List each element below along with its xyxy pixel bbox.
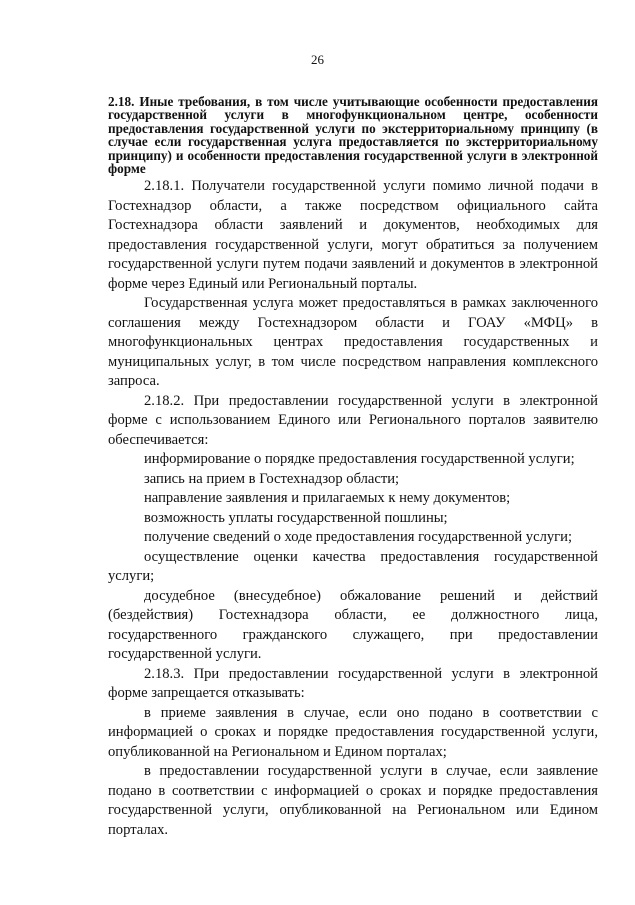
paragraph-2-18-1: 2.18.1. Получатели государственной услуги помимо личной подачи в Гостехнадзор области, а также посредством официального сайта Гостехнадзора области заявлений и документов, необходимых для предоставления государственной услуги, могут обратиться за получением государственной услуги путем подачи заявлений и документов в электронной форме через Единый или Региональный порталы. (108, 178, 598, 292)
list-item-refusal-provision: в предоставлении государственной услуги в случае, если заявление подано в соответствии с информацией о сроках и порядке предоставления государственной услуги, опубликованной на Региональном или Едином порталах. (108, 763, 598, 838)
list-item-refusal-acceptance: в приеме заявления в случае, если оно подано в соответствии с информацией о сроках и порядке предоставления государственной услуги, опубликованной на Региональном и Едином порталах; (108, 704, 598, 760)
paragraph-2-18-3: 2.18.3. При предоставлении государственной услуги в электронной форме запрещается отказывать: (108, 665, 598, 702)
paragraph-2-18-2: 2.18.2. При предоставлении государственной услуги в электронной форме с использованием Единого или Регионального порталов заявителю обеспечивается: (108, 392, 598, 448)
list-item-submission: направление заявления и прилагаемых к нему документов; (144, 490, 511, 507)
paragraph-mfc-agreement: Государственная услуга может предоставляться в рамках заключенного соглашения между Гостехнадзором области и ГОАУ «МФЦ» в многофункциональных центрах предоставления государственных и муниципальных услуг, в том числе посредством направления комплексного запроса. (108, 295, 598, 390)
list-item-status-info: получение сведений о ходе предоставления государственной услуги; (144, 529, 573, 546)
page-number: 26 (311, 52, 324, 67)
list-item-quality-rating: осуществление оценки качества предоставления государственной услуги; (108, 548, 598, 585)
list-item-fee-payment: возможность уплаты государственной пошлины; (144, 509, 448, 526)
list-item-appeal: досудебное (внесудебное) обжалование решений и действий (бездействия) Гостехнадзора области, ее должностного лица, государственного гражданского служащего, при предоставлении государственной услуги. (108, 587, 598, 663)
document-body (108, 95, 598, 840)
section-heading: 2.18. Иные требования, в том числе учитывающие особенности предоставления государственной услуги в многофункциональном центре, особенности предоставления государственной услуги по экстерриториальному принципу (в случае если государственная услуга предоставляется по экстерриториальному принципу) и особенности предоставления государственной услуги в электронной форме (108, 94, 598, 177)
list-item-appointment: запись на прием в Гостехнадзор области; (144, 470, 400, 487)
list-item-informing: информирование о порядке предоставления государственной услуги; (144, 451, 575, 468)
